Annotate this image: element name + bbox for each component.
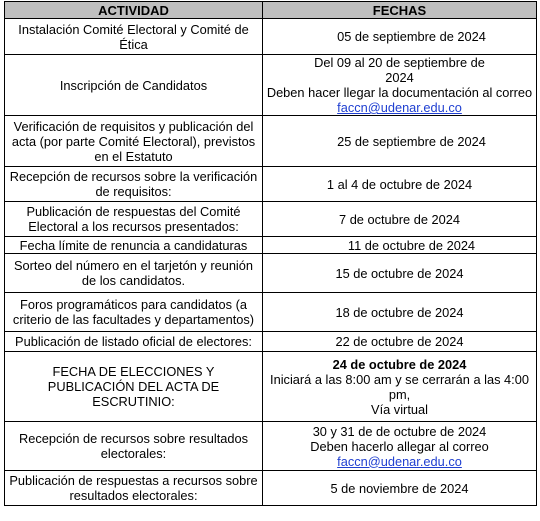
activity-cell: Publicación de respuestas a recursos sobre resultados electorales: [5, 471, 263, 506]
table-row [5, 293, 537, 332]
instruction-text: Deben hacerlo allegar al correo [310, 438, 489, 454]
activity-cell: Publicación de respuestas del Comité Electoral a los recursos presentados: [5, 202, 263, 237]
date-cell [263, 55, 537, 116]
date-text: 18 de octubre de 2024 [335, 304, 464, 320]
activity-cell: FECHA DE ELECCIONES Y PUBLICACIÓN DEL ACTA DE ESCRUTINIO: [5, 352, 263, 422]
table-row [5, 19, 537, 55]
date-cell [263, 254, 537, 293]
date-text: 5 de noviembre de 2024 [330, 480, 469, 496]
date-text: 1 al 4 de octubre de 2024 [326, 176, 473, 192]
date-cell [263, 237, 537, 254]
date-cell [263, 471, 537, 506]
table-row [5, 254, 537, 293]
table-row [5, 202, 537, 237]
table-row [5, 471, 537, 506]
date-cell [263, 202, 537, 237]
table-row [5, 116, 537, 167]
table-row [5, 332, 537, 352]
instruction-text: Deben hacer llegar la documentación al correo [266, 85, 533, 100]
date-text: 11 de octubre de 2024 [347, 237, 476, 253]
table-row [5, 352, 537, 422]
activity-cell: Inscripción de Candidatos [5, 55, 263, 116]
date-year-text: 2024 [385, 70, 414, 85]
email-link[interactable]: faccn@udenar.edu.co [337, 453, 462, 469]
table-row [5, 167, 537, 202]
activity-cell: Fecha límite de renuncia a candidaturas [5, 237, 263, 254]
election-date-text: 24 de octubre de 2024 [332, 356, 467, 372]
activity-cell: Verificación de requisitos y publicación del acta (por parte Comité Electoral), previstos en el Estatuto [5, 116, 263, 167]
table-row [5, 237, 537, 254]
date-text: 05 de septiembre de 2024 [337, 29, 486, 44]
table-header-row [5, 2, 537, 19]
date-cell [263, 19, 537, 55]
header-dates: FECHAS [263, 2, 537, 19]
schedule-table [4, 1, 537, 506]
header-activity: ACTIVIDAD [5, 2, 263, 19]
date-cell [263, 293, 537, 332]
activity-cell: Recepción de recursos sobre resultados electorales: [5, 422, 263, 471]
date-cell [263, 352, 537, 422]
date-range-text: Del 09 al 20 de septiembre de [314, 55, 485, 70]
date-text: 7 de octubre de 2024 [339, 211, 460, 227]
date-text: 22 de octubre de 2024 [335, 334, 464, 349]
email-link[interactable]: faccn@udenar.edu.co [337, 100, 462, 115]
election-mode-text: Vía virtual [371, 401, 428, 417]
activity-cell: Publicación de listado oficial de electores: [5, 332, 263, 352]
date-cell [263, 116, 537, 167]
activity-cell: Foros programáticos para candidatos (a criterio de las facultades y departamentos) [5, 293, 263, 332]
date-cell [263, 422, 537, 471]
date-text: 15 de octubre de 2024 [335, 265, 464, 281]
date-text: 25 de septiembre de 2024 [337, 133, 486, 149]
date-cell [263, 332, 537, 352]
table-row [5, 55, 537, 116]
activity-cell: Recepción de recursos sobre la verificación de requisitos: [5, 167, 263, 202]
date-range-text: 30 y 31 de de octubre de 2024 [312, 423, 487, 439]
table-row [5, 422, 537, 471]
election-hours-text: Iniciará a las 8:00 am y se cerrarán a las 4:00 pm, [270, 371, 529, 402]
activity-cell: Sorteo del número en el tarjetón y reunión de los candidatos. [5, 254, 263, 293]
activity-cell: Instalación Comité Electoral y Comité de Ética [5, 19, 263, 55]
date-cell [263, 167, 537, 202]
